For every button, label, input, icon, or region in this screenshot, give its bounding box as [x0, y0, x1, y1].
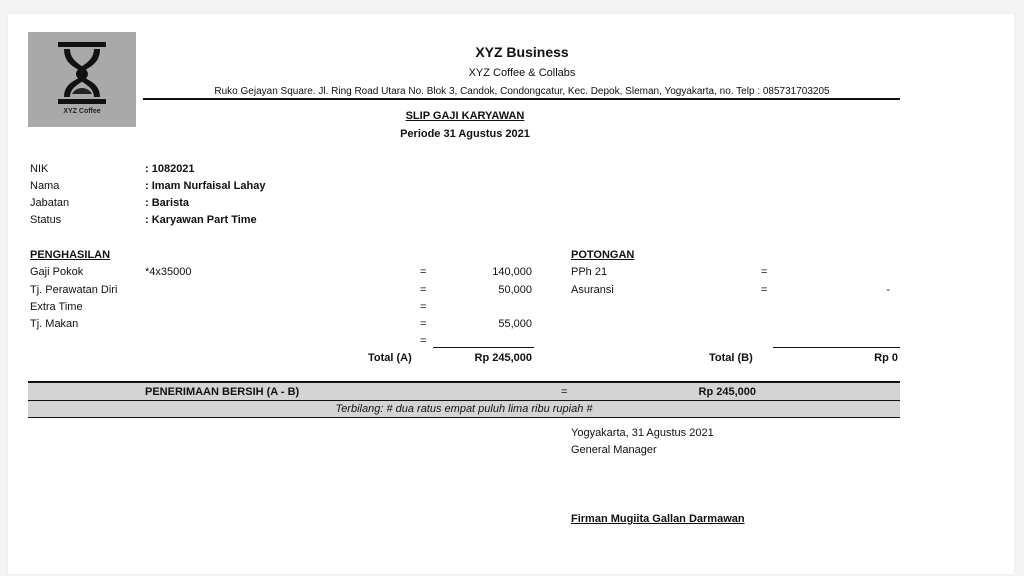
company-name: XYZ Business	[475, 44, 569, 60]
nik-label: NIK	[30, 163, 49, 175]
net-label: PENERIMAAN BERSIH (A - B)	[145, 386, 300, 398]
income-equals: =	[420, 284, 427, 296]
signature-position: General Manager	[571, 444, 657, 456]
slip-title: SLIP GAJI KARYAWAN	[405, 110, 525, 122]
income-equals: =	[420, 301, 427, 313]
jabatan-value: : Barista	[145, 197, 190, 209]
status-value: : Karyawan Part Time	[145, 214, 257, 226]
income-label: Tj. Makan	[30, 318, 79, 330]
income-equals: =	[420, 266, 427, 278]
deductions-total-value: Rp 0	[874, 352, 898, 364]
net-bottom-border	[28, 417, 900, 418]
income-label: Tj. Perawatan Diri	[30, 284, 118, 296]
status-label: Status	[30, 214, 62, 226]
income-amount: 55,000	[498, 318, 532, 330]
company-subtitle: XYZ Coffee & Collabs	[468, 67, 576, 79]
deduction-equals: =	[761, 284, 768, 296]
income-amount: 50,000	[498, 284, 532, 296]
income-equals: =	[420, 335, 427, 347]
deduction-equals: =	[761, 266, 768, 278]
nik-value: : 1082021	[145, 163, 195, 175]
income-label: Gaji Pokok	[30, 266, 84, 278]
income-note: *4x35000	[145, 266, 192, 278]
nama-label: Nama	[30, 180, 60, 192]
income-heading: PENGHASILAN	[30, 249, 111, 261]
income-label: Extra Time	[30, 301, 83, 313]
deductions-total-label: Total (B)	[709, 352, 753, 364]
net-equals: =	[561, 386, 568, 398]
logo-caption: XYZ Coffee	[63, 108, 101, 115]
income-sum-line	[433, 347, 534, 348]
income-total-label: Total (A)	[368, 352, 412, 364]
amount-in-words: Terbilang: # dua ratus empat puluh lima ribu rupiah #	[335, 403, 593, 415]
deduction-amount: -	[886, 284, 890, 296]
deduction-label: PPh 21	[571, 266, 608, 278]
header-divider	[143, 98, 900, 100]
income-equals: =	[420, 318, 427, 330]
net-value: Rp 245,000	[698, 386, 756, 398]
signature-name: Firman Mugiita Gallan Darmawan	[571, 513, 745, 525]
signature-place-date: Yogyakarta, 31 Agustus 2021	[571, 427, 714, 439]
company-address: Ruko Gejayan Square. Jl. Ring Road Utara No. Blok 3, Candok, Condongcatur, Kec. Depok, Sleman, Yogyakarta, no. Telp : 085731703205	[214, 86, 830, 97]
jabatan-label: Jabatan	[30, 197, 70, 209]
slip-period: Periode 31 Agustus 2021	[400, 128, 530, 140]
deduction-label: Asuransi	[571, 284, 614, 296]
nama-value: : Imam Nurfaisal Lahay	[145, 180, 266, 192]
income-total-value: Rp 245,000	[474, 352, 532, 364]
income-amount: 140,000	[492, 266, 532, 278]
deductions-heading: POTONGAN	[571, 249, 635, 261]
deductions-sum-line	[773, 347, 900, 348]
